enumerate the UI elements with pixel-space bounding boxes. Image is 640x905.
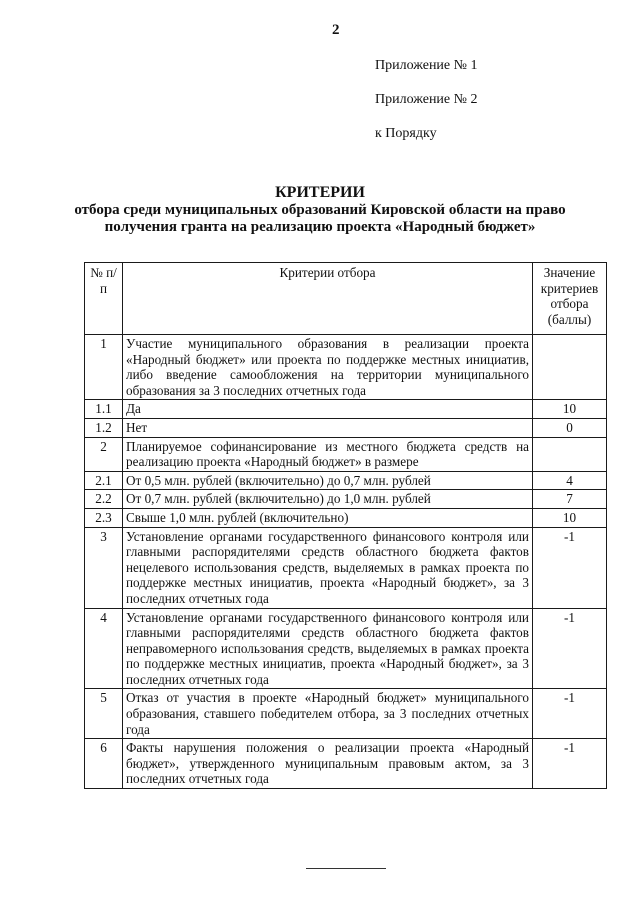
header-num-label: № п/п	[90, 265, 117, 296]
title-heading: КРИТЕРИИ	[275, 184, 365, 201]
row-num: 4	[85, 608, 123, 689]
row-score	[533, 335, 607, 400]
table-row	[85, 471, 607, 490]
document-title	[60, 184, 580, 236]
row-criteria: Свыше 1,0 млн. рублей (включительно)	[123, 508, 533, 527]
table-row	[85, 739, 607, 789]
header-score	[533, 263, 607, 335]
row-criteria: Нет	[123, 418, 533, 437]
row-score: -1	[533, 527, 607, 608]
header-criteria	[123, 263, 533, 335]
page-number: 2	[332, 22, 340, 38]
row-criteria: Отказ от участия в проекте «Народный бюджет» муниципального образования, ставшего победителем отбора, за 3 последних отчетных года	[123, 689, 533, 739]
row-num: 2.1	[85, 471, 123, 490]
table-row	[85, 418, 607, 437]
row-criteria: От 0,7 млн. рублей (включительно) до 1,0 млн. рублей	[123, 490, 533, 509]
row-criteria: Установление органами государственного финансового контроля или главными распорядителями средств областного бюджета фактов нецелевого использования средств, выделяемых в рамках проекта по поддержке местных инициатив, проекта «Народный бюджет», за 3 последних отчетных года	[123, 527, 533, 608]
row-num: 2.3	[85, 508, 123, 527]
row-num: 5	[85, 689, 123, 739]
row-num: 1.2	[85, 418, 123, 437]
table-row	[85, 490, 607, 509]
row-criteria: Установление органами государственного финансового контроля или главными распорядителями средств областного бюджета фактов неправомерного использования средств, выделяемых в рамках проекта по поддержке местных инициатив, проекта «Народный бюджет», за 3 последних отчетных года	[123, 608, 533, 689]
row-num: 2	[85, 437, 123, 471]
row-criteria: Факты нарушения положения о реализации проекта «Народный бюджет», утвержденного муниципальным правовым актом, за 3 последних отчетных года	[123, 739, 533, 789]
appendix-line-1: Приложение № 1	[375, 58, 478, 73]
table-header-row	[85, 263, 607, 335]
row-criteria: Да	[123, 400, 533, 419]
row-score: -1	[533, 608, 607, 689]
table-row	[85, 335, 607, 400]
table-body	[85, 335, 607, 789]
row-num: 1	[85, 335, 123, 400]
row-score	[533, 437, 607, 471]
criteria-table	[84, 262, 607, 789]
title-line-1: отбора среди муниципальных образований Кировской области на право	[74, 202, 566, 218]
row-num: 3	[85, 527, 123, 608]
table-row	[85, 437, 607, 471]
row-criteria: От 0,5 млн. рублей (включительно) до 0,7 млн. рублей	[123, 471, 533, 490]
table-row	[85, 400, 607, 419]
table-row	[85, 689, 607, 739]
row-score: 10	[533, 508, 607, 527]
appendix-reference: к Порядку	[375, 126, 437, 141]
footer-divider	[306, 868, 386, 869]
row-num: 6	[85, 739, 123, 789]
table-row	[85, 527, 607, 608]
header-score-label: Значение критериев отбора (баллы)	[540, 265, 599, 327]
row-num: 1.1	[85, 400, 123, 419]
row-score: 4	[533, 471, 607, 490]
row-score: -1	[533, 689, 607, 739]
header-criteria-label: Критерии отбора	[279, 265, 376, 280]
row-criteria: Участие муниципального образования в реализации проекта «Народный бюджет» или проекта по поддержке местных инициатив, либо введение самообложения на территории муниципального образования за 3 последних отчетных года	[123, 335, 533, 400]
table-row	[85, 508, 607, 527]
row-score: 0	[533, 418, 607, 437]
row-score: 10	[533, 400, 607, 419]
table-row	[85, 608, 607, 689]
appendix-line-2: Приложение № 2	[375, 92, 478, 107]
header-num	[85, 263, 123, 335]
title-line-2: получения гранта на реализацию проекта «Народный бюджет»	[104, 219, 536, 235]
row-criteria: Планируемое софинансирование из местного бюджета средств на реализацию проекта «Народный бюджет» в размере	[123, 437, 533, 471]
row-num: 2.2	[85, 490, 123, 509]
row-score: 7	[533, 490, 607, 509]
row-score: -1	[533, 739, 607, 789]
